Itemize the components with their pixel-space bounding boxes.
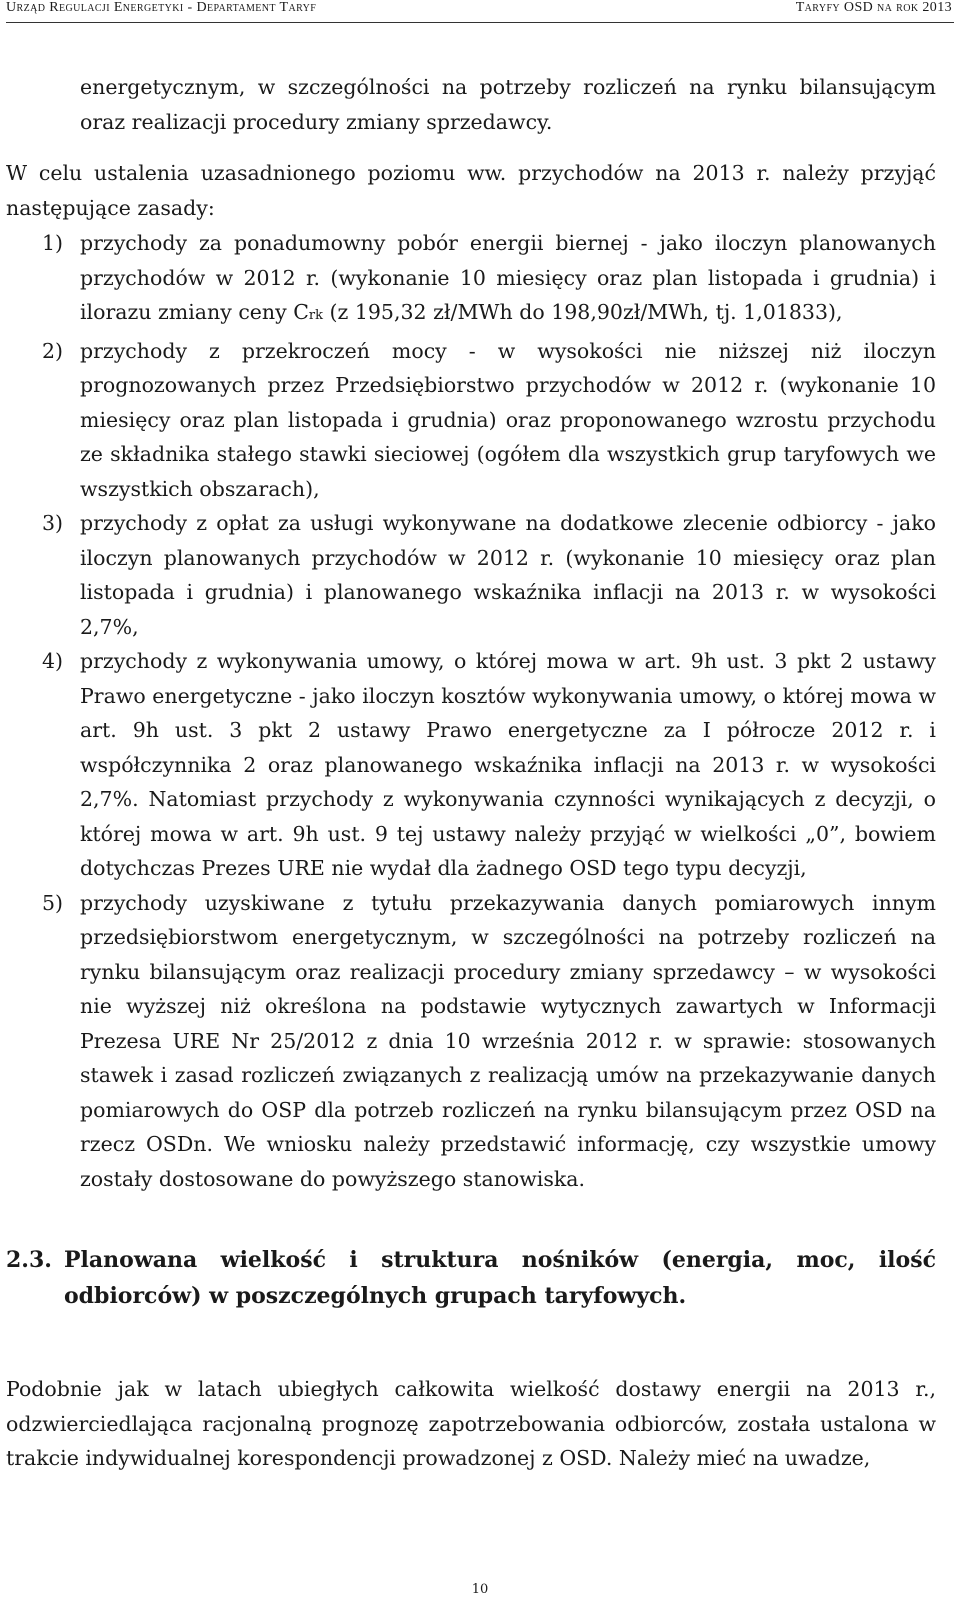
- section-title: Planowana wielkość i struktura nośników (energia, moc, ilość odbiorców) w poszczególnych grupach taryfowych.: [64, 1247, 936, 1309]
- list-item: [42, 506, 936, 644]
- subscript: rk: [308, 308, 324, 323]
- list-item: [42, 886, 936, 1197]
- list-item-number: 2): [42, 338, 64, 363]
- page-number: 10: [471, 1582, 489, 1597]
- list-item: [42, 334, 936, 507]
- rules-list: [42, 226, 936, 1196]
- list-item-text: przychody uzyskiwane z tytułu przekazywania danych pomiarowych innym przedsiębiorstwom energetycznym, w szczególności na potrzeby rozliczeń na rynku bilansującym oraz realizacji procedury zmiany sprzedawcy – w wysokości nie wyższej niż określona na podstawie wytycznych zawartych w Informacji Prezesa URE Nr 25/2012 z dnia 10 września 2012 r. w sprawie: stosowanych stawek i zasad rozliczeń związanych z realizacją umów na przekazywanie danych pomiarowych do OSP dla potrzeb rozliczeń na rynku bilansującym przez OSD na rzecz OSDn. We wniosku należy przedstawić informację, czy wszystkie umowy zostały dostosowane do powyższego stanowiska.: [80, 890, 936, 1191]
- section-paragraph: Podobnie jak w latach ubiegłych całkowita wielkość dostawy energii na 2013 r., odzwierciedlająca racjonalną prognozę zapotrzebowania odbiorców, została ustalona w trakcie indywidualnej korespondencji prowadzonej z OSD. Należy mieć na uwadze,: [6, 1377, 936, 1470]
- list-item-number: 1): [42, 231, 64, 255]
- list-item-text-tail: (z 195,32 zł/MWh do 198,90zł/MWh, tj. 1,01833),: [323, 300, 843, 324]
- list-item-number: 5): [42, 890, 64, 915]
- page-header: [6, 0, 954, 23]
- intro-paragraph: W celu ustalenia uzasadnionego poziomu ww. przychodów na 2013 r. należy przyjąć następujące zasady:: [6, 161, 936, 220]
- section-number: 2.3.: [6, 1247, 52, 1273]
- list-item-number: 4): [42, 649, 64, 673]
- list-item: [42, 226, 936, 334]
- list-item-text: przychody za ponadumowny pobór energii biernej - jako iloczyn planowanych przychodów w 2012 r. (wykonanie 10 miesięcy oraz plan listopada i grudnia) i ilorazu zmiany ceny C: [80, 231, 936, 324]
- header-document-title: Taryfy OSD na rok 2013: [795, 0, 952, 15]
- header-department: Urząd Regulacji Energetyki - Departament Taryf: [6, 0, 317, 15]
- list-item: [42, 644, 936, 886]
- list-item-text: przychody z opłat za usługi wykonywane na dodatkowe zlecenie odbiorcy - jako iloczyn planowanych przychodów w 2012 r. (wykonanie 10 miesięcy oraz plan listopada i grudnia) i planowanego wskaźnika inflacji na 2013 r. w wysokości 2,7%,: [80, 511, 936, 639]
- list-item-text: przychody z przekroczeń mocy - w wysokości nie niższej niż iloczyn prognozowanych przez Przedsiębiorstwo przychodów w 2012 r. (wykonanie 10 miesięcy oraz plan listopada i grudnia) oraz proponowanego wzrostu przychodu ze składnika stałego stawki sieciowej (ogółem dla wszystkich grup taryfowych we wszystkich obszarach),: [80, 338, 936, 501]
- list-item-text: przychody z wykonywania umowy, o której mowa w art. 9h ust. 3 pkt 2 ustawy Prawo energetyczne - jako iloczyn kosztów wykonywania umowy, o której mowa w art. 9h ust. 3 pkt 2 ustawy Prawo energetyczne za I półrocze 2012 r. i współczynnika 2 oraz planowanego wskaźnika inflacji na 2013 r. w wysokości 2,7%. Natomiast przychody z wykonywania czynności wynikających z decyzji, o której mowa w art. 9h ust. 9 tej ustawy należy przyjąć w wielkości „0”, bowiem dotychczas Prezes URE nie wydał dla żadnego OSD tego typu decyzji,: [80, 649, 936, 880]
- continuation-text: energetycznym, w szczególności na potrzeby rozliczeń na rynku bilansującym oraz realizacji procedury zmiany sprzedawcy.: [80, 75, 936, 134]
- list-item-number: 3): [42, 511, 64, 535]
